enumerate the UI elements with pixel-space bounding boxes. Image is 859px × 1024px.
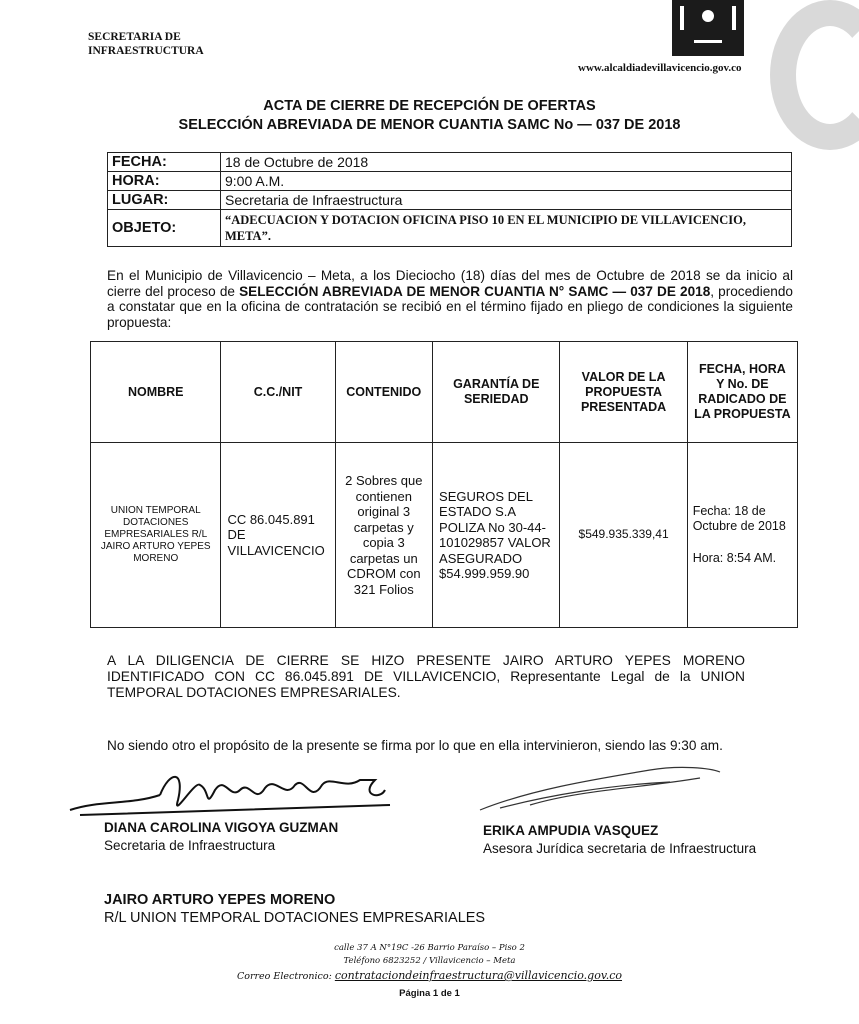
info-row-hora bbox=[108, 172, 792, 191]
lugar-value: Secretaria de Infraestructura bbox=[221, 191, 792, 210]
header-valor: VALOR DE LA PROPUESTA PRESENTADA bbox=[560, 342, 687, 443]
intro-paragraph bbox=[107, 268, 793, 330]
document-subtitle: SELECCIÓN ABREVIADA DE MENOR CUANTIA SAMC No — 037 DE 2018 bbox=[178, 117, 681, 133]
cell-valor: $549.935.339,41 bbox=[560, 443, 687, 628]
signer-2-name: ERIKA AMPUDIA VASQUEZ bbox=[483, 823, 659, 838]
proposal-table bbox=[90, 341, 798, 628]
closing-paragraph: No siendo otro el propósito de la presente se firma por lo que en ella intervinieron, siendo las 9:30 am. bbox=[107, 738, 723, 753]
cell-contenido: 2 Sobres que contienen original 3 carpetas y copia 3 carpetas un CDROM con 321 Folios bbox=[335, 443, 432, 628]
hora-value: 9:00 A.M. bbox=[221, 172, 792, 191]
header-fecha-radicado: FECHA, HORA Y No. DE RADICADO DE LA PROPUESTA bbox=[687, 342, 797, 443]
department-line1: SECRETARIA DE bbox=[88, 31, 181, 43]
header-garantia: GARANTÍA DE SERIEDAD bbox=[433, 342, 560, 443]
header-nombre: NOMBRE bbox=[91, 342, 221, 443]
signature-block-3 bbox=[104, 891, 485, 927]
intro-text-1: En el Municipio de Villavicencio – Meta, a los Dieciocho (18) días del mes de Octubre de 2018 se da inicio al cierre del proceso de bbox=[107, 268, 793, 299]
lugar-label: LUGAR: bbox=[108, 191, 221, 210]
diligencia-rest: , Representante Legal de la UNION TEMPORAL DOTACIONES EMPRESARIALES. bbox=[107, 669, 746, 700]
info-row-fecha bbox=[108, 153, 792, 172]
header-contenido: CONTENIDO bbox=[335, 342, 432, 443]
proposal-row bbox=[91, 443, 798, 628]
info-row-lugar bbox=[108, 191, 792, 210]
signature-block-2 bbox=[483, 822, 756, 858]
department-line2: INFRAESTRUCTURA bbox=[88, 45, 204, 57]
info-table bbox=[107, 152, 792, 247]
fecha-label: FECHA: bbox=[108, 153, 221, 172]
cell-garantia: SEGUROS DEL ESTADO S.A POLIZA No 30-44-101029857 VALOR ASEGURADO $54.999.959.90 bbox=[433, 443, 560, 628]
signer-2-role: Asesora Jurídica secretaria de Infraestructura bbox=[483, 841, 757, 856]
proposal-header-row bbox=[91, 342, 798, 443]
cell-fecha-radicado bbox=[687, 443, 797, 628]
cell-ccnit: CC 86.045.891 DE VILLAVICENCIO bbox=[221, 443, 335, 628]
objeto-label: OBJETO: bbox=[108, 210, 221, 247]
department-header bbox=[88, 30, 204, 58]
website-url: www.alcaldiadevillavicencio.gov.co bbox=[578, 62, 742, 74]
info-row-objeto bbox=[108, 210, 792, 247]
header-ccnit: C.C./NIT bbox=[221, 342, 335, 443]
signature-block-1 bbox=[104, 819, 338, 855]
fecha-value: 18 de Octubre de 2018 bbox=[221, 153, 792, 172]
intro-text-2: , procediendo a constatar que en la oficina de contratación se recibió en el término fijado en pliego de condiciones la siguiente propuesta: bbox=[107, 283, 793, 330]
footer-email-line bbox=[0, 970, 859, 983]
signer-1-name: DIANA CAROLINA VIGOYA GUZMAN bbox=[104, 820, 339, 835]
signature-scribble-2 bbox=[470, 760, 730, 820]
footer-email-link[interactable]: contrataciondeinfraestructura@villavicencio.gov.co bbox=[334, 969, 623, 982]
diligencia-caps: A LA DILIGENCIA DE CIERRE SE HIZO PRESENTE JAIRO ARTURO YEPES MORENO IDENTIFICADO CON CC 86.045.891 DE VILLAVICENCIO bbox=[107, 653, 745, 684]
intro-process-name: SELECCIÓN ABREVIADA DE MENOR CUANTIA N° SAMC — 037 DE 2018 bbox=[239, 283, 711, 299]
document-title: ACTA DE CIERRE DE RECEPCIÓN DE OFERTAS bbox=[263, 98, 596, 114]
signer-1-role: Secretaria de Infraestructura bbox=[104, 838, 276, 853]
hora-label: HORA: bbox=[108, 172, 221, 191]
coat-of-arms-logo bbox=[672, 0, 744, 56]
cell-fecha: Fecha: 18 de Octubre de 2018 bbox=[692, 503, 786, 534]
footer-address: calle 37 A N°19C -26 Barrio Paraíso – Piso 2 bbox=[334, 943, 525, 953]
objeto-value: “ADECUACION Y DOTACION OFICINA PISO 10 EN EL MUNICIPIO DE VILLAVICENCIO, META”. bbox=[221, 210, 792, 247]
diligencia-paragraph bbox=[107, 653, 745, 701]
signer-3-name: JAIRO ARTURO YEPES MORENO bbox=[104, 892, 336, 908]
footer-email-label: Correo Electronico: bbox=[236, 971, 332, 982]
cell-nombre: UNION TEMPORAL DOTACIONES EMPRESARIALES R/L JAIRO ARTURO YEPES MORENO bbox=[91, 443, 221, 628]
signer-3-role: R/L UNION TEMPORAL DOTACIONES EMPRESARIALES bbox=[104, 910, 486, 926]
footer-phone: Teléfono 6823252 / Villavicencio – Meta bbox=[343, 956, 516, 966]
page-number: Página 1 de 1 bbox=[399, 988, 460, 999]
cell-hora: Hora: 8:54 AM. bbox=[692, 550, 777, 565]
